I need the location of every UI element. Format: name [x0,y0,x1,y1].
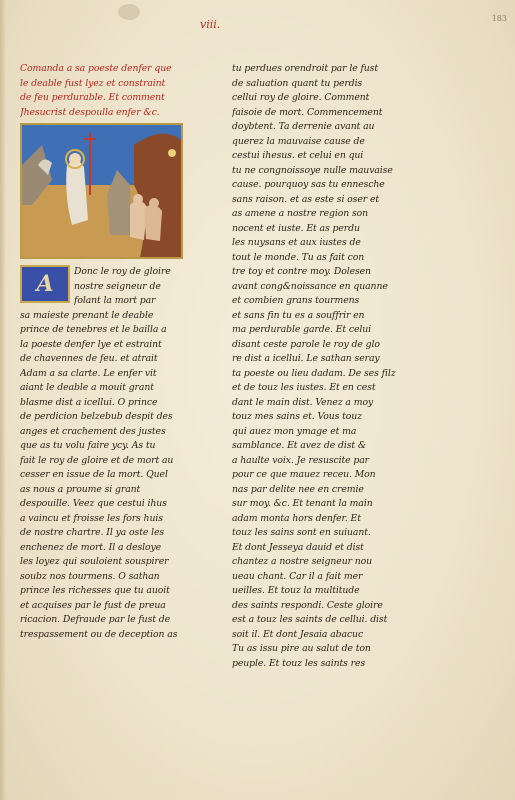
miniature-painting [22,125,181,257]
text-line: nocent et iuste. Et as perdu [232,222,360,234]
text-line: qui auez mon ymage et ma [232,425,357,437]
text-line: trespassement ou de deception as [20,628,178,640]
text-line: ueau chant. Car il a fait mer [232,570,363,582]
text-line: doybtent. Ta derrenie avant au [232,121,375,132]
right-column [232,62,402,671]
adam-head [133,194,143,204]
text-line: et sans fin tu es a souffrir en [232,309,365,321]
text-line: les loyez qui souloient souspirer [20,556,169,567]
text-line: dant le main dist. Venez a moy [232,396,374,408]
text-line: aiant le deable a mouit grant [20,382,154,393]
text-line: as amene a nostre region son [232,208,369,219]
text-line: Adam a sa clarte. Le enfer vit [20,367,157,379]
text-line: querez la mauvaise cause de [232,135,365,147]
text-line: sans raison. et as este si oser et [232,193,379,205]
text-line: touz mes sains et. Vous touz [232,411,362,422]
left-column-text [20,309,195,643]
text-line: Tu as issu pire au salut de ton [232,643,371,654]
text-line: ma perdurable garde. Et celui [232,324,372,335]
eve-head [149,198,159,208]
text-line: et combien grans tourmens [232,295,360,306]
christ-head [69,153,81,165]
text-line: les nuysans et aux iustes de [232,237,361,248]
text-line: folant la mort par [74,295,156,306]
text-line: sa maieste prenant le deable [20,309,154,321]
text-line: tre toy et contre moy. Dolesen [232,266,371,277]
text-line: est a touz les saints de cellui. dist [232,614,388,625]
initial-adjacent-lines [74,265,195,309]
text-line: faisoie de mort. Commencement [232,106,383,118]
text-line: Donc le roy de gloire [74,266,171,277]
decorated-initial: A [20,265,70,303]
text-line: samblance. Et avez de dist & [232,440,367,451]
rubric-line: le deable fust lyez et constraint [20,77,166,89]
opening-paragraph [20,265,195,309]
text-line: pour ce que mauez receu. Mon [232,469,376,480]
text-line: anges et crachement des justes [20,425,166,437]
miniature-harrowing-of-hell [20,123,183,259]
text-line: la poeste denfer lye et estraint [20,338,162,350]
rubric-line: Jhesucrist despoulla enfer &c. [20,106,160,118]
text-line: prince les richesses que tu auoit [20,585,170,596]
text-line: cestui ihesus. et celui en qui [232,150,364,161]
rubric [20,62,195,120]
text-line: nas par delite nee en cremie [232,483,364,495]
text-line: sur moy. &c. Et tenant la main [232,498,373,509]
text-line: des saints respondi. Ceste gloire [232,599,383,611]
adam-figure [130,200,147,240]
text-line: soit il. Et dont Jesaia abacuc [232,628,364,640]
text-line: nostre seigneur de [74,280,161,292]
eve-figure [144,204,162,241]
text-line: ueilles. Et touz la multitude [232,585,360,596]
text-line: cesser en issue de la mort. Quel [20,469,168,480]
text-line: Et dont Jesseya dauid et dist [232,541,364,553]
text-line: fait le roy de gloire et de mort au [20,454,174,466]
rubric-line: de feu perdurable. Et comment [20,92,165,103]
text-line: chantez a nostre seigneur nou [232,556,373,567]
folio-number: 183 [491,14,507,23]
text-line: de chavennes de feu. et atrait [20,353,158,364]
left-column [20,62,195,642]
text-line: as nous a proume si grant [20,483,141,495]
text-line: que as tu volu faire ycy. As tu [20,440,156,451]
running-head: viii. [200,18,221,31]
text-line: peuple. Et touz les saints res [232,657,366,669]
text-line: tout le monde. Tu as fait con [232,251,365,263]
text-line: avant cong&noissance en quanne [232,280,388,292]
text-line: tu ne congnoissoye nulle mauvaise [232,164,393,176]
text-line: adam monta hors denfer. Et [232,512,361,524]
text-line: de nostre chartre. Il ya oste les [20,527,165,538]
text-line: blasme dist a icellui. O prince [20,396,158,408]
text-line: ricacion. Defraude par le fust de [20,614,170,625]
text-line: despouille. Veez que cestui ihus [20,498,167,509]
text-line: et de touz les iustes. Et en cest [232,382,376,393]
text-line: de saluation quant tu perdis [232,77,363,89]
text-line: prince de tenebres et le bailla a [20,324,167,335]
rubric-line: Comanda a sa poeste denfer que [20,63,172,74]
text-line: disant ceste parole le roy de glo [232,338,380,350]
text-line: soubz nos tourmens. O sathan [20,570,160,582]
parchment-stain [118,4,140,20]
text-line: a vaincu et froisse les fors huis [20,512,163,524]
text-line: enchenez de mort. Il a desloye [20,541,162,553]
text-line: a haulte voix. Je resuscite par [232,454,370,466]
hellmouth-eye [168,149,176,157]
text-line: ta poeste ou lieu dadam. De ses filz [232,367,396,379]
text-line: de perdicion belzebub despit des [20,411,173,422]
right-column-text [232,62,402,671]
text-line: tu perdues orendroit par le fust [232,63,378,74]
binding-shadow [0,0,6,800]
text-line: et acquises par le fust de preua [20,599,166,611]
text-line: cellui roy de gloire. Comment [232,92,370,103]
text-line: re dist a icellui. Le sathan seray [232,353,380,364]
text-line: touz les sains sont en suiuant. [232,527,371,538]
text-line: cause. pourquoy sas tu ennesche [232,179,385,190]
